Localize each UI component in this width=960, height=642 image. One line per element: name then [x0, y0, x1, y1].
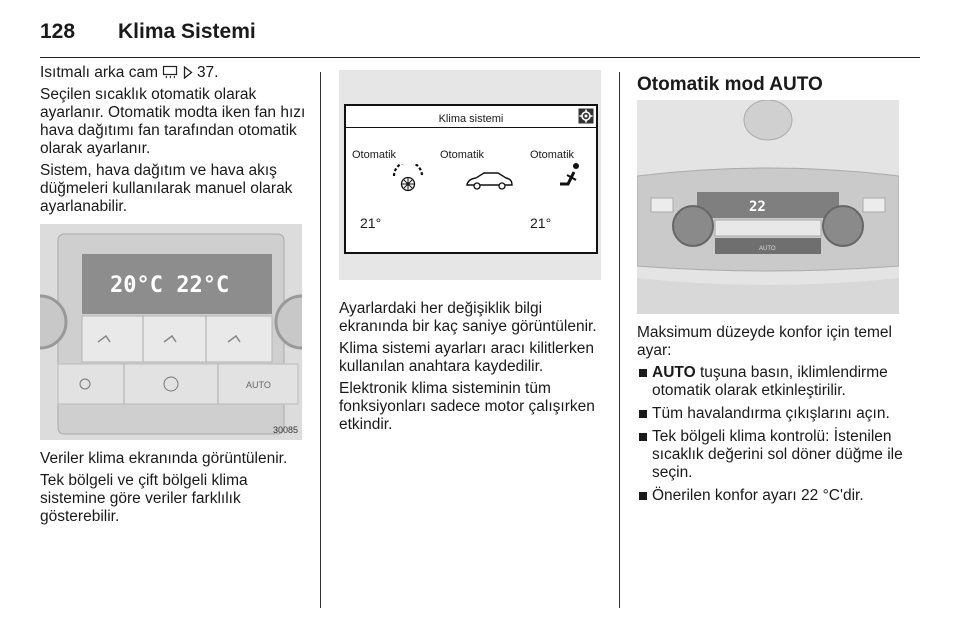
text: Isıtmalı arka cam: [40, 64, 158, 81]
temperature-left: 21°: [360, 215, 382, 231]
paragraph: Veriler klima ekranında görüntülenir.: [40, 450, 288, 467]
page-number: 128: [40, 20, 76, 43]
list-item: [637, 405, 907, 423]
panel-display-text: 22: [749, 199, 766, 215]
climate-info-display-figure: [339, 70, 601, 280]
paragraph: Klima sistemi ayarları aracı kilitlerken kullanılan anahtara kaydedilir.: [339, 340, 594, 375]
auto-button-label: AUTO: [759, 246, 776, 252]
figure-id: 30085: [272, 425, 298, 435]
car-air-distribution-icon: [464, 170, 514, 192]
panel-display-text: 20°C 22°C: [110, 273, 230, 298]
paragraph: Maksimum düzeyde konfor için temel ayar:: [637, 324, 892, 359]
list-item-text: Tek bölgeli klima kontrolü: İstenilen sıcaklık değerini sol döner düğme ile seçin.: [652, 428, 903, 481]
page-reference: 37.: [196, 64, 219, 81]
column-1: [40, 64, 306, 530]
paragraph: Elektronik klima sisteminin tüm fonksiyonları sadece motor çalışırken etkindir.: [339, 380, 595, 433]
fan-icon: [390, 164, 426, 194]
seat-airflow-icon: [558, 162, 584, 192]
screen-title: Klima sistemi: [438, 113, 504, 125]
paragraph: [40, 64, 306, 82]
auto-mode-panel-figure: [637, 100, 899, 314]
page-title: Klima Sistemi: [118, 20, 256, 43]
climate-panel-illustration: [40, 224, 302, 440]
column-2: [339, 64, 607, 438]
list-item-text: Tüm havalandırma çıkışlarını açın.: [652, 405, 890, 422]
section-heading: Otomatik mod AUTO: [637, 74, 823, 95]
bullet-square: [639, 433, 647, 441]
column-divider: [320, 72, 321, 608]
temperature-right: 21°: [530, 215, 552, 231]
fan-mode-label: Otomatik: [352, 149, 397, 161]
rear-window-heater-icon: [162, 65, 178, 79]
list-item-text: tuşuna basın, iklimlendirme otomatik olarak etkinleştirilir.: [652, 364, 888, 399]
air-distribution-label: Otomatik: [440, 149, 485, 161]
list-item: [637, 487, 907, 505]
paragraph: Ayarlardaki her değişiklik bilgi ekranında bir kaç saniye görüntülenir.: [339, 300, 597, 335]
bullet-square: [639, 369, 647, 377]
paragraph: Sistem, hava dağıtım ve hava akış düğmeleri kullanılarak manuel olarak ayarlanabilir.: [40, 162, 293, 215]
settings-gear-icon: [578, 108, 594, 124]
climate-panel-figure: [40, 224, 302, 440]
climate-info-screen: [344, 104, 598, 254]
auto-mode-panel-illustration: [637, 100, 899, 314]
bullet-square: [639, 492, 647, 500]
screen-title-bar: [346, 106, 596, 128]
page-header: [40, 18, 920, 58]
auto-button-label: AUTO: [246, 380, 271, 390]
seat-mode-label: Otomatik: [530, 149, 575, 161]
paragraph: Seçilen sıcaklık otomatik olarak ayarlanır. Otomatik modta iken fan hızı hava dağıtımı fan tarafından otomatik olarak ayarlanır.: [40, 86, 306, 157]
bullet-square: [639, 410, 647, 418]
column-3: [637, 64, 907, 510]
auto-keyword: AUTO: [652, 364, 696, 381]
column-divider: [619, 72, 620, 608]
page-reference-arrow-icon: [183, 66, 193, 79]
list-item-text: Önerilen konfor ayarı 22 °C'dir.: [652, 487, 864, 504]
paragraph: Tek bölgeli ve çift bölgeli klima sistemine göre veriler farklılık gösterebilir.: [40, 472, 248, 525]
list-item: [637, 428, 907, 482]
list-item: [637, 364, 907, 400]
